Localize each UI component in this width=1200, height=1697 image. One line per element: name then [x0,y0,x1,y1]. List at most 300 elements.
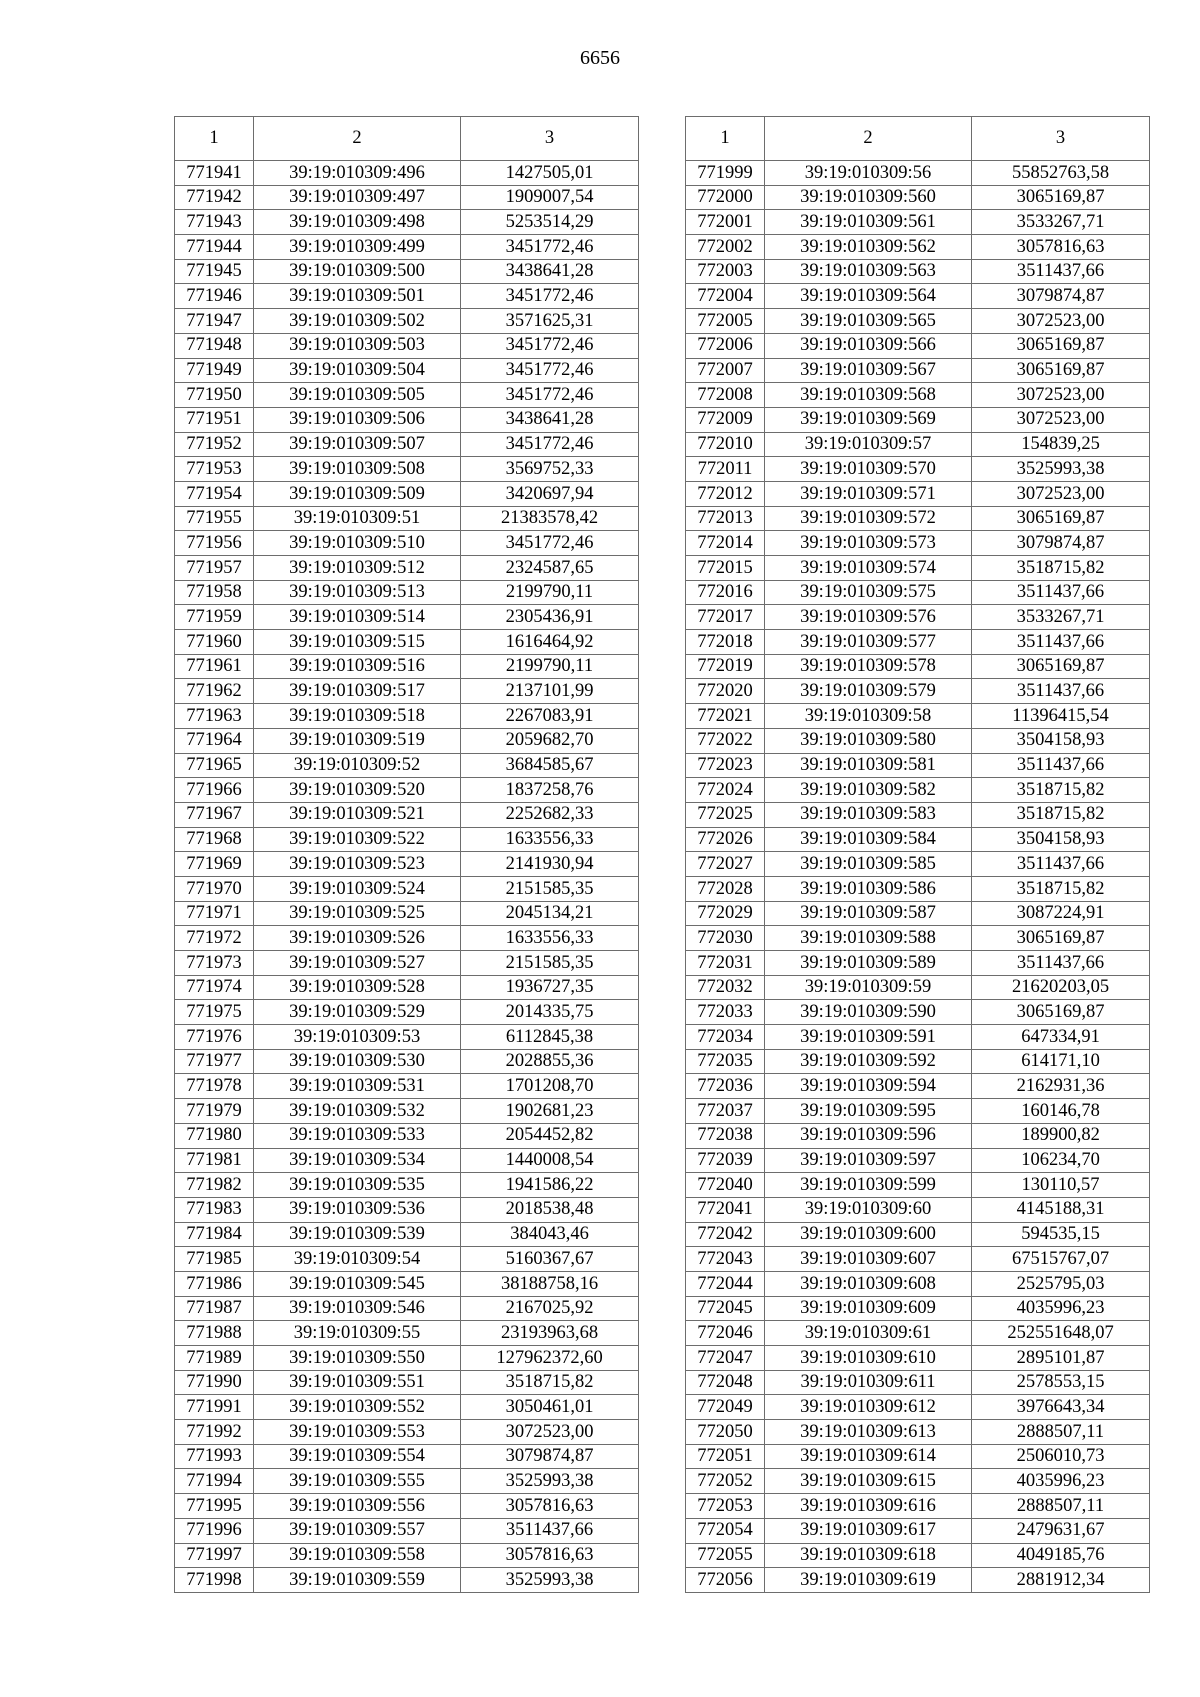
column-header-3: 3 [461,117,639,161]
cadastral-number-cell: 39:19:010309:521 [254,802,461,827]
value-cell: 189900,82 [972,1123,1150,1148]
cadastral-number-cell: 39:19:010309:580 [765,728,972,753]
row-number-cell: 772051 [686,1444,765,1469]
table-row [686,1469,1150,1494]
value-cell: 3525993,38 [972,457,1150,482]
table-row [686,1568,1150,1593]
row-number-cell: 772031 [686,951,765,976]
table-row [686,333,1150,358]
row-number-cell: 772041 [686,1197,765,1222]
table-row [175,1222,639,1247]
cadastral-number-cell: 39:19:010309:567 [765,358,972,383]
cadastral-number-cell: 39:19:010309:570 [765,457,972,482]
row-number-cell: 772001 [686,210,765,235]
cadastral-number-cell: 39:19:010309:54 [254,1247,461,1272]
page-number: 6656 [580,47,620,69]
row-number-cell: 771955 [175,506,254,531]
table-row [686,901,1150,926]
value-cell: 1902681,23 [461,1099,639,1124]
table-row [175,679,639,704]
value-cell: 3504158,93 [972,827,1150,852]
table-row [686,1271,1150,1296]
cadastral-number-cell: 39:19:010309:581 [765,753,972,778]
row-number-cell: 772007 [686,358,765,383]
cadastral-number-cell: 39:19:010309:58 [765,704,972,729]
value-cell: 3511437,66 [972,852,1150,877]
cadastral-number-cell: 39:19:010309:507 [254,432,461,457]
value-cell: 2267083,91 [461,704,639,729]
cadastral-number-cell: 39:19:010309:584 [765,827,972,852]
table-header-row [686,117,1150,161]
value-cell: 2305436,91 [461,605,639,630]
cadastral-number-cell: 39:19:010309:585 [765,852,972,877]
row-number-cell: 771953 [175,457,254,482]
row-number-cell: 772017 [686,605,765,630]
value-cell: 3072523,00 [972,407,1150,432]
cadastral-number-cell: 39:19:010309:517 [254,679,461,704]
table-row [175,1197,639,1222]
value-cell: 3451772,46 [461,284,639,309]
value-cell: 3451772,46 [461,235,639,260]
row-number-cell: 771982 [175,1173,254,1198]
cadastral-number-cell: 39:19:010309:612 [765,1395,972,1420]
row-number-cell: 772021 [686,704,765,729]
value-cell: 2506010,73 [972,1444,1150,1469]
table-row [686,235,1150,260]
table-row [686,284,1150,309]
row-number-cell: 772032 [686,975,765,1000]
table-row [686,432,1150,457]
table-row [686,383,1150,408]
cadastral-number-cell: 39:19:010309:586 [765,876,972,901]
row-number-cell: 771962 [175,679,254,704]
row-number-cell: 771949 [175,358,254,383]
table-row [175,210,639,235]
row-number-cell: 771941 [175,161,254,186]
value-cell: 3976643,34 [972,1395,1150,1420]
table-row [175,235,639,260]
cadastral-number-cell: 39:19:010309:597 [765,1148,972,1173]
row-number-cell: 772029 [686,901,765,926]
table-row [686,778,1150,803]
row-number-cell: 772030 [686,926,765,951]
row-number-cell: 771987 [175,1296,254,1321]
cadastral-number-cell: 39:19:010309:560 [765,185,972,210]
value-cell: 21383578,42 [461,506,639,531]
row-number-cell: 772045 [686,1296,765,1321]
table-row [686,1395,1150,1420]
row-number-cell: 771996 [175,1518,254,1543]
cadastral-number-cell: 39:19:010309:596 [765,1123,972,1148]
value-cell: 2167025,92 [461,1296,639,1321]
row-number-cell: 771986 [175,1271,254,1296]
value-cell: 3518715,82 [461,1370,639,1395]
cadastral-number-cell: 39:19:010309:564 [765,284,972,309]
table-row [175,1173,639,1198]
table-row [175,852,639,877]
value-cell: 23193963,68 [461,1321,639,1346]
table-row [175,1099,639,1124]
column-header-2: 2 [765,117,972,161]
value-cell: 384043,46 [461,1222,639,1247]
cadastral-number-cell: 39:19:010309:53 [254,1025,461,1050]
cadastral-number-cell: 39:19:010309:520 [254,778,461,803]
value-cell: 11396415,54 [972,704,1150,729]
table-row [686,704,1150,729]
value-cell: 1909007,54 [461,185,639,210]
value-cell: 21620203,05 [972,975,1150,1000]
row-number-cell: 772012 [686,481,765,506]
cadastral-number-cell: 39:19:010309:500 [254,259,461,284]
value-cell: 3451772,46 [461,432,639,457]
table-row [686,802,1150,827]
value-cell: 3438641,28 [461,259,639,284]
cadastral-number-cell: 39:19:010309:619 [765,1568,972,1593]
row-number-cell: 772000 [686,185,765,210]
row-number-cell: 771963 [175,704,254,729]
cadastral-number-cell: 39:19:010309:504 [254,358,461,383]
cadastral-number-cell: 39:19:010309:608 [765,1271,972,1296]
cadastral-number-cell: 39:19:010309:595 [765,1099,972,1124]
row-number-cell: 771994 [175,1469,254,1494]
value-cell: 1427505,01 [461,161,639,186]
value-cell: 154839,25 [972,432,1150,457]
row-number-cell: 771975 [175,1000,254,1025]
cadastral-number-cell: 39:19:010309:558 [254,1543,461,1568]
cadastral-number-cell: 39:19:010309:528 [254,975,461,1000]
value-cell: 3072523,00 [972,309,1150,334]
table-row [686,753,1150,778]
value-cell: 2137101,99 [461,679,639,704]
row-number-cell: 772027 [686,852,765,877]
row-number-cell: 771942 [175,185,254,210]
table-row [686,1197,1150,1222]
cadastral-number-cell: 39:19:010309:578 [765,654,972,679]
value-cell: 2199790,11 [461,580,639,605]
cadastral-number-cell: 39:19:010309:546 [254,1296,461,1321]
value-cell: 1633556,33 [461,926,639,951]
value-cell: 3451772,46 [461,358,639,383]
cadastral-number-cell: 39:19:010309:609 [765,1296,972,1321]
row-number-cell: 772025 [686,802,765,827]
row-number-cell: 771952 [175,432,254,457]
cadastral-number-cell: 39:19:010309:505 [254,383,461,408]
value-cell: 3525993,38 [461,1469,639,1494]
value-cell: 1633556,33 [461,827,639,852]
cadastral-number-cell: 39:19:010309:591 [765,1025,972,1050]
cadastral-number-cell: 39:19:010309:498 [254,210,461,235]
table-row [686,1444,1150,1469]
row-number-cell: 772028 [686,876,765,901]
table-row [175,1395,639,1420]
value-cell: 130110,57 [972,1173,1150,1198]
cadastral-number-cell: 39:19:010309:513 [254,580,461,605]
value-cell: 1936727,35 [461,975,639,1000]
table-row [175,778,639,803]
value-cell: 3518715,82 [972,802,1150,827]
row-number-cell: 771960 [175,630,254,655]
table-row [686,1123,1150,1148]
table-row [175,827,639,852]
table-row [686,1173,1150,1198]
row-number-cell: 771956 [175,531,254,556]
cadastral-number-cell: 39:19:010309:610 [765,1346,972,1371]
cadastral-number-cell: 39:19:010309:594 [765,1074,972,1099]
cadastral-number-cell: 39:19:010309:590 [765,1000,972,1025]
table-row [686,407,1150,432]
table-row [686,358,1150,383]
value-cell: 3072523,00 [972,481,1150,506]
table-row [686,951,1150,976]
value-cell: 3525993,38 [461,1568,639,1593]
table-row [175,1444,639,1469]
table-row [686,1222,1150,1247]
table-row [686,605,1150,630]
table-row [175,383,639,408]
value-cell: 3504158,93 [972,728,1150,753]
cadastral-number-cell: 39:19:010309:571 [765,481,972,506]
value-cell: 3057816,63 [461,1543,639,1568]
table-row [686,185,1150,210]
row-number-cell: 771995 [175,1494,254,1519]
table-row [175,1321,639,1346]
row-number-cell: 771945 [175,259,254,284]
cadastral-number-cell: 39:19:010309:600 [765,1222,972,1247]
table-row [686,654,1150,679]
value-cell: 3057816,63 [972,235,1150,260]
row-number-cell: 772015 [686,556,765,581]
value-cell: 4035996,23 [972,1296,1150,1321]
value-cell: 252551648,07 [972,1321,1150,1346]
cadastral-number-cell: 39:19:010309:527 [254,951,461,976]
value-cell: 1941586,22 [461,1173,639,1198]
row-number-cell: 772010 [686,432,765,457]
row-number-cell: 772047 [686,1346,765,1371]
table-row [686,457,1150,482]
table-row [175,1346,639,1371]
value-cell: 2881912,34 [972,1568,1150,1593]
row-number-cell: 771999 [686,161,765,186]
cadastral-number-cell: 39:19:010309:516 [254,654,461,679]
cadastral-number-cell: 39:19:010309:587 [765,901,972,926]
value-cell: 1701208,70 [461,1074,639,1099]
value-cell: 160146,78 [972,1099,1150,1124]
table-row [686,556,1150,581]
table-row [686,926,1150,951]
row-number-cell: 772019 [686,654,765,679]
cadastral-number-cell: 39:19:010309:510 [254,531,461,556]
row-number-cell: 772009 [686,407,765,432]
table-row [175,309,639,334]
cadastral-number-cell: 39:19:010309:503 [254,333,461,358]
row-number-cell: 771972 [175,926,254,951]
right-data-table [685,116,1150,1593]
table-row [175,901,639,926]
cadastral-number-cell: 39:19:010309:575 [765,580,972,605]
value-cell: 2045134,21 [461,901,639,926]
table-row [686,1420,1150,1445]
row-number-cell: 771984 [175,1222,254,1247]
table-row [175,728,639,753]
value-cell: 3438641,28 [461,407,639,432]
cadastral-number-cell: 39:19:010309:618 [765,1543,972,1568]
cadastral-number-cell: 39:19:010309:499 [254,235,461,260]
cadastral-number-cell: 39:19:010309:563 [765,259,972,284]
value-cell: 2525795,03 [972,1271,1150,1296]
table-row [686,1518,1150,1543]
value-cell: 3511437,66 [972,753,1150,778]
table-row [686,1074,1150,1099]
value-cell: 5253514,29 [461,210,639,235]
row-number-cell: 771946 [175,284,254,309]
cadastral-number-cell: 39:19:010309:52 [254,753,461,778]
row-number-cell: 771957 [175,556,254,581]
row-number-cell: 772024 [686,778,765,803]
cadastral-number-cell: 39:19:010309:579 [765,679,972,704]
value-cell: 2151585,35 [461,876,639,901]
column-header-2: 2 [254,117,461,161]
value-cell: 2888507,11 [972,1494,1150,1519]
row-number-cell: 772043 [686,1247,765,1272]
table-row [175,506,639,531]
cadastral-number-cell: 39:19:010309:509 [254,481,461,506]
value-cell: 38188758,16 [461,1271,639,1296]
value-cell: 3451772,46 [461,333,639,358]
table-row [175,481,639,506]
table-row [175,1420,639,1445]
table-row [686,1543,1150,1568]
row-number-cell: 771967 [175,802,254,827]
table-header-row [175,117,639,161]
cadastral-number-cell: 39:19:010309:51 [254,506,461,531]
value-cell: 3511437,66 [972,630,1150,655]
value-cell: 2059682,70 [461,728,639,753]
cadastral-number-cell: 39:19:010309:515 [254,630,461,655]
cadastral-number-cell: 39:19:010309:501 [254,284,461,309]
row-number-cell: 772042 [686,1222,765,1247]
value-cell: 106234,70 [972,1148,1150,1173]
table-row [686,1148,1150,1173]
value-cell: 2888507,11 [972,1420,1150,1445]
cadastral-number-cell: 39:19:010309:551 [254,1370,461,1395]
table-row [686,1000,1150,1025]
cadastral-number-cell: 39:19:010309:555 [254,1469,461,1494]
table-row [175,1123,639,1148]
cadastral-number-cell: 39:19:010309:572 [765,506,972,531]
row-number-cell: 772008 [686,383,765,408]
row-number-cell: 772023 [686,753,765,778]
table-row [175,876,639,901]
table-row [175,1296,639,1321]
row-number-cell: 771970 [175,876,254,901]
row-number-cell: 772044 [686,1271,765,1296]
value-cell: 3420697,94 [461,481,639,506]
value-cell: 614171,10 [972,1049,1150,1074]
row-number-cell: 771973 [175,951,254,976]
value-cell: 4049185,76 [972,1543,1150,1568]
row-number-cell: 772049 [686,1395,765,1420]
row-number-cell: 771961 [175,654,254,679]
cadastral-number-cell: 39:19:010309:55 [254,1321,461,1346]
table-row [175,1049,639,1074]
cadastral-number-cell: 39:19:010309:588 [765,926,972,951]
row-number-cell: 771979 [175,1099,254,1124]
row-number-cell: 771965 [175,753,254,778]
table-row [175,407,639,432]
table-row [686,827,1150,852]
table-row [686,531,1150,556]
value-cell: 3511437,66 [972,259,1150,284]
value-cell: 3569752,33 [461,457,639,482]
value-cell: 2162931,36 [972,1074,1150,1099]
row-number-cell: 771951 [175,407,254,432]
cadastral-number-cell: 39:19:010309:615 [765,1469,972,1494]
row-number-cell: 772004 [686,284,765,309]
row-number-cell: 771998 [175,1568,254,1593]
table-row [175,531,639,556]
table-row [175,1025,639,1050]
cadastral-number-cell: 39:19:010309:617 [765,1518,972,1543]
cadastral-number-cell: 39:19:010309:524 [254,876,461,901]
row-number-cell: 771989 [175,1346,254,1371]
table-row [686,1346,1150,1371]
table-row [686,728,1150,753]
row-number-cell: 772016 [686,580,765,605]
cadastral-number-cell: 39:19:010309:568 [765,383,972,408]
cadastral-number-cell: 39:19:010309:607 [765,1247,972,1272]
row-number-cell: 772020 [686,679,765,704]
row-number-cell: 772050 [686,1420,765,1445]
value-cell: 4145188,31 [972,1197,1150,1222]
cadastral-number-cell: 39:19:010309:553 [254,1420,461,1445]
table-row [175,1370,639,1395]
value-cell: 3451772,46 [461,531,639,556]
table-row [686,1049,1150,1074]
table-row [175,951,639,976]
column-header-1: 1 [175,117,254,161]
table-row [175,1543,639,1568]
table-row [175,556,639,581]
row-number-cell: 772018 [686,630,765,655]
table-row [175,1148,639,1173]
table-row [175,654,639,679]
table-row [686,1296,1150,1321]
table-row [175,1469,639,1494]
table-row [686,1025,1150,1050]
value-cell: 2479631,67 [972,1518,1150,1543]
value-cell: 3065169,87 [972,358,1150,383]
row-number-cell: 771966 [175,778,254,803]
table-row [686,309,1150,334]
value-cell: 2054452,82 [461,1123,639,1148]
cadastral-number-cell: 39:19:010309:556 [254,1494,461,1519]
row-number-cell: 771985 [175,1247,254,1272]
value-cell: 2018538,48 [461,1197,639,1222]
value-cell: 4035996,23 [972,1469,1150,1494]
table-row [175,161,639,186]
cadastral-number-cell: 39:19:010309:573 [765,531,972,556]
row-number-cell: 772046 [686,1321,765,1346]
table-row [175,1518,639,1543]
cadastral-number-cell: 39:19:010309:497 [254,185,461,210]
row-number-cell: 771959 [175,605,254,630]
value-cell: 3065169,87 [972,926,1150,951]
row-number-cell: 771983 [175,1197,254,1222]
value-cell: 647334,91 [972,1025,1150,1050]
value-cell: 3065169,87 [972,185,1150,210]
row-number-cell: 772011 [686,457,765,482]
cadastral-number-cell: 39:19:010309:569 [765,407,972,432]
